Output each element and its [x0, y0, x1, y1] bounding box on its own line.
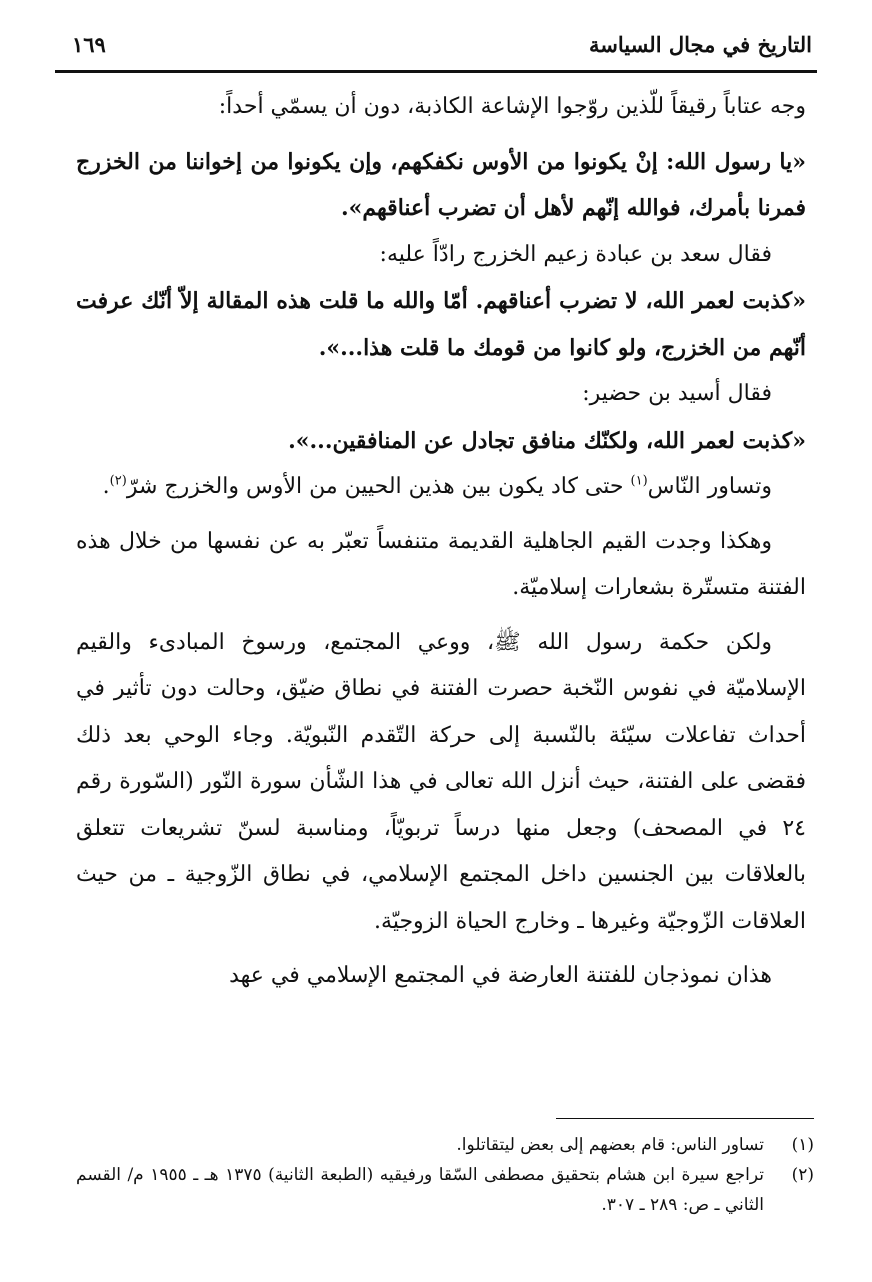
running-title: التاريخ في مجال السياسة: [588, 32, 812, 57]
quote-paragraph-3: «كذبت لعمر الله، ولكنّك منافق تجادل عن المنافقين...».: [288, 427, 806, 454]
footnote-rule: [556, 1118, 814, 1119]
footnotes: [76, 1130, 814, 1220]
footnote-1-mark: (١): [791, 1135, 814, 1155]
paragraph-10: هذان نموذجان للفتنة العارضة في المجتمع الإسلامي في عهد: [229, 963, 772, 988]
paragraph-7-part-a: وتساور النّاس: [647, 474, 772, 499]
paragraph-9-part-a: ولكن حكمة رسول الله: [520, 629, 773, 655]
footnote-2: [76, 1160, 814, 1220]
footnote-ref-2: (٢): [109, 473, 127, 489]
footnote-1: [76, 1130, 814, 1160]
paragraph-8: وهكذا وجدت القيم الجاهلية القديمة متنفساً تعبّر به عن نفسها من خلال هذه الفتنة متستّرة بشعارات إسلاميّة.: [76, 528, 806, 600]
page-number: ١٦٩: [72, 32, 106, 57]
paragraph-7: [76, 464, 806, 511]
quote-paragraph-1: «يا رسول الله: إنْ يكونوا من الأوس نكفكهم، وإن يكونوا من إخواننا من الخزرج فمرنا بأمرك، فوالله إنّهم لأهل أن تضرب أعناقهم».: [76, 148, 806, 221]
paragraph-5: فقال أسيد بن حضير:: [582, 381, 772, 406]
header-rule: [55, 70, 817, 73]
footnote-2-mark: (٢): [791, 1165, 814, 1185]
paragraph-9: [76, 620, 806, 946]
paragraph-9-part-b: ، ووعي المجتمع، ورسوخ المبادىء والقيم الإسلاميّة في نفوس النّخبة حصرت الفتنة في نطاق ضيّق، وحالت دون تأثير في أحداث تفاعلات سيّئة بالنّسبة إلى حركة التّقدم النّبويّة. وجاء الوحي بعد ذلك فقضى على الفتنة، حيث أنزل الله تعالى في هذا الشّأن سورة النّور (السّورة رقم ٢٤ في المصحف) وجعل منها درساً تربويّاً، ومناسبة لسنّ تشريعات تتعلق بالعلاقات بين الجنسين داخل المجتمع الإسلامي، في نطاق الزّوجية ـ من حيث العلاقات الزّوجيّة وغيرها ـ وخارج الحياة الزوجيّة.: [76, 629, 806, 934]
quote-paragraph-2: «كذبت لعمر الله، لا تضرب أعناقهم. أمّا والله ما قلت هذه المقالة إلاّ أنّك عرفت أنّهم من الخزرج، ولو كانوا من قومك ما قلت هذا...».: [76, 288, 806, 361]
paragraph-7-part-b: حتى كاد يكون بين هذين الحيين من الأوس والخزرج شرّ: [126, 474, 631, 499]
footnote-2-text: تراجع سيرة ابن هشام بتحقيق مصطفى السّقا ورفيقيه (الطبعة الثانية) ١٣٧٥ هـ ـ ١٩٥٥ م/ القسم الثاني ـ ص: ٢٨٩ ـ ٣٠٧.: [76, 1165, 764, 1215]
footnote-ref-1: (١): [630, 473, 648, 489]
paragraph-7-part-c: .: [102, 474, 110, 499]
footnote-1-text: تساور الناس: قام بعضهم إلى بعض ليتقاتلوا.: [456, 1135, 764, 1155]
paragraph-1: وجه عتاباً رقيقاً للّذين روّجوا الإشاعة الكاذبة، دون أن يسمّي أحداً:: [218, 94, 806, 119]
main-text: [76, 84, 806, 1000]
paragraph-3: فقال سعد بن عبادة زعيم الخزرج رادّاً عليه:: [379, 241, 772, 267]
running-header: [60, 32, 812, 66]
salawat-ligature: ﷺ: [494, 629, 521, 655]
